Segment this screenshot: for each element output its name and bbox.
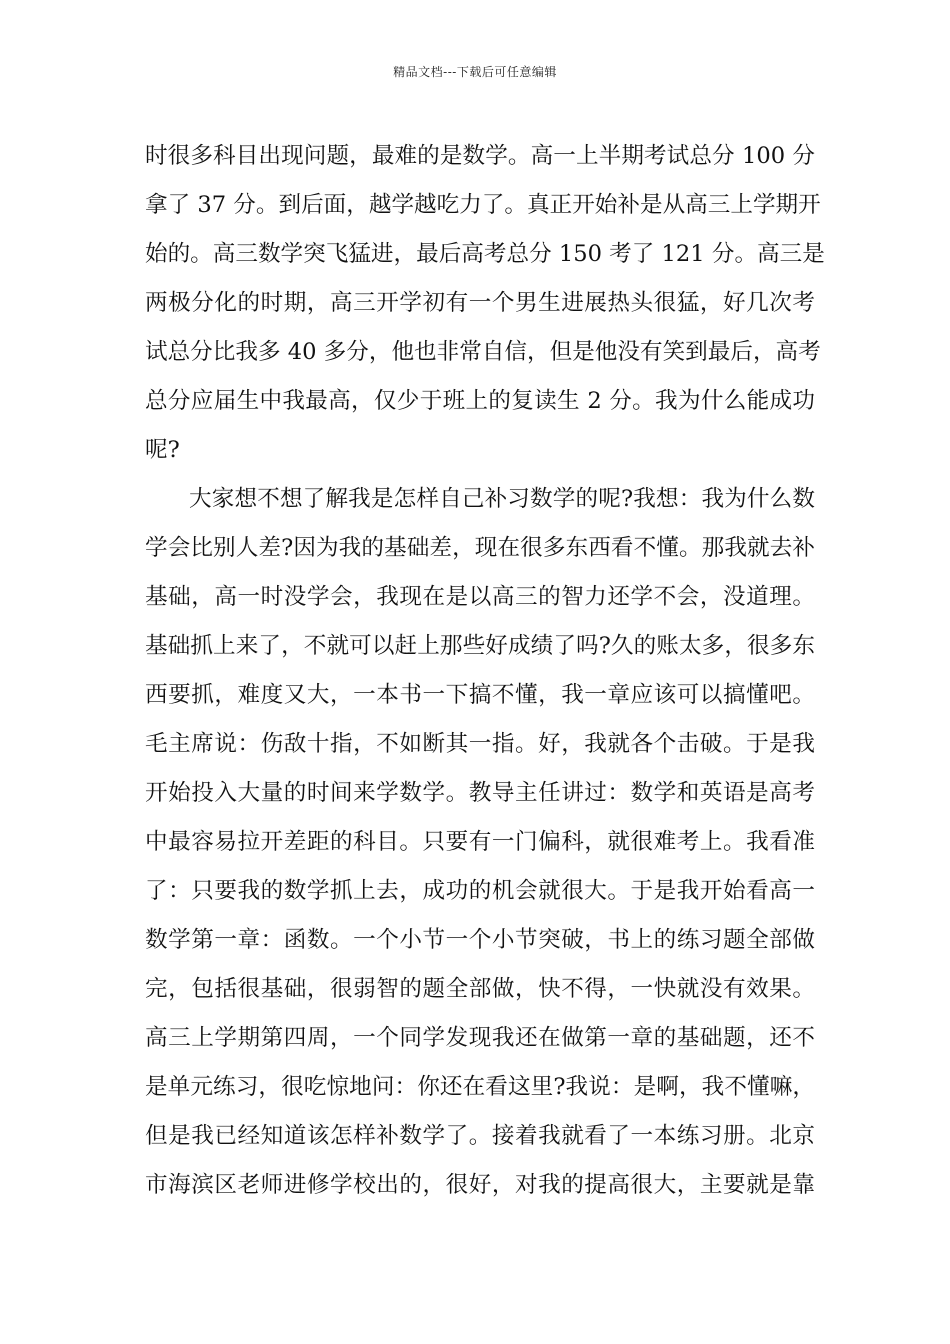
- text-line: 始的。高三数学突飞猛进，最后高考总分 150 考了 121 分。高三是: [145, 241, 825, 267]
- text-line: 总分应届生中我最高，仅少于班上的复读生 2 分。我为什么能成功: [145, 388, 815, 414]
- paragraph: [145, 132, 825, 475]
- text-line: 高三上学期第四周，一个同学发现我还在做第一章的基础题，还不: [145, 1025, 815, 1051]
- text-line: 市海滨区老师进修学校出的，很好，对我的提高很大，主要就是靠: [145, 1172, 815, 1198]
- text-line: 时很多科目出现问题，最难的是数学。高一上半期考试总分 100 分: [145, 143, 815, 169]
- text-line: 西要抓，难度又大，一本书一下搞不懂，我一章应该可以搞懂吧。: [145, 682, 815, 708]
- text-line: 中最容易拉开差距的科目。只要有一门偏科，就很难考上。我看准: [145, 829, 815, 855]
- paragraph: [145, 475, 815, 1210]
- body-text: [145, 132, 825, 1210]
- page-header: 精品文档---下载后可任意编辑: [393, 65, 557, 79]
- text-line: 是单元练习，很吃惊地问：你还在看这里?我说：是啊，我不懂嘛，: [145, 1074, 815, 1100]
- text-line: 拿了 37 分。到后面，越学越吃力了。真正开始补是从高三上学期开: [145, 192, 821, 218]
- text-line: 学会比别人差?因为我的基础差，现在很多东西看不懂。那我就去补: [145, 535, 815, 561]
- text-line: 两极分化的时期，高三开学初有一个男生进展热头很猛，好几次考: [145, 290, 815, 316]
- text-line: 数学第一章：函数。一个小节一个小节突破，书上的练习题全部做: [145, 927, 815, 953]
- text-line: 呢?: [145, 437, 180, 463]
- text-line: 开始投入大量的时间来学数学。教导主任讲过：数学和英语是高考: [145, 780, 815, 806]
- text-line: 了：只要我的数学抓上去，成功的机会就很大。于是我开始看高一: [145, 878, 815, 904]
- text-line: 完，包括很基础，很弱智的题全部做，快不得，一快就没有效果。: [145, 976, 815, 1002]
- text-line: 毛主席说：伤敌十指，不如断其一指。好，我就各个击破。于是我: [145, 731, 815, 757]
- text-line: 基础抓上来了，不就可以赶上那些好成绩了吗?久的账太多，很多东: [145, 633, 815, 659]
- text-line: 基础，高一时没学会，我现在是以高三的智力还学不会，没道理。: [145, 584, 815, 610]
- text-line: 大家想不想了解我是怎样自己补习数学的呢?我想：我为什么数: [189, 486, 815, 512]
- text-line: 但是我已经知道该怎样补数学了。接着我就看了一本练习册。北京: [145, 1123, 815, 1149]
- text-line: 试总分比我多 40 多分，他也非常自信，但是他没有笑到最后，高考: [145, 339, 821, 365]
